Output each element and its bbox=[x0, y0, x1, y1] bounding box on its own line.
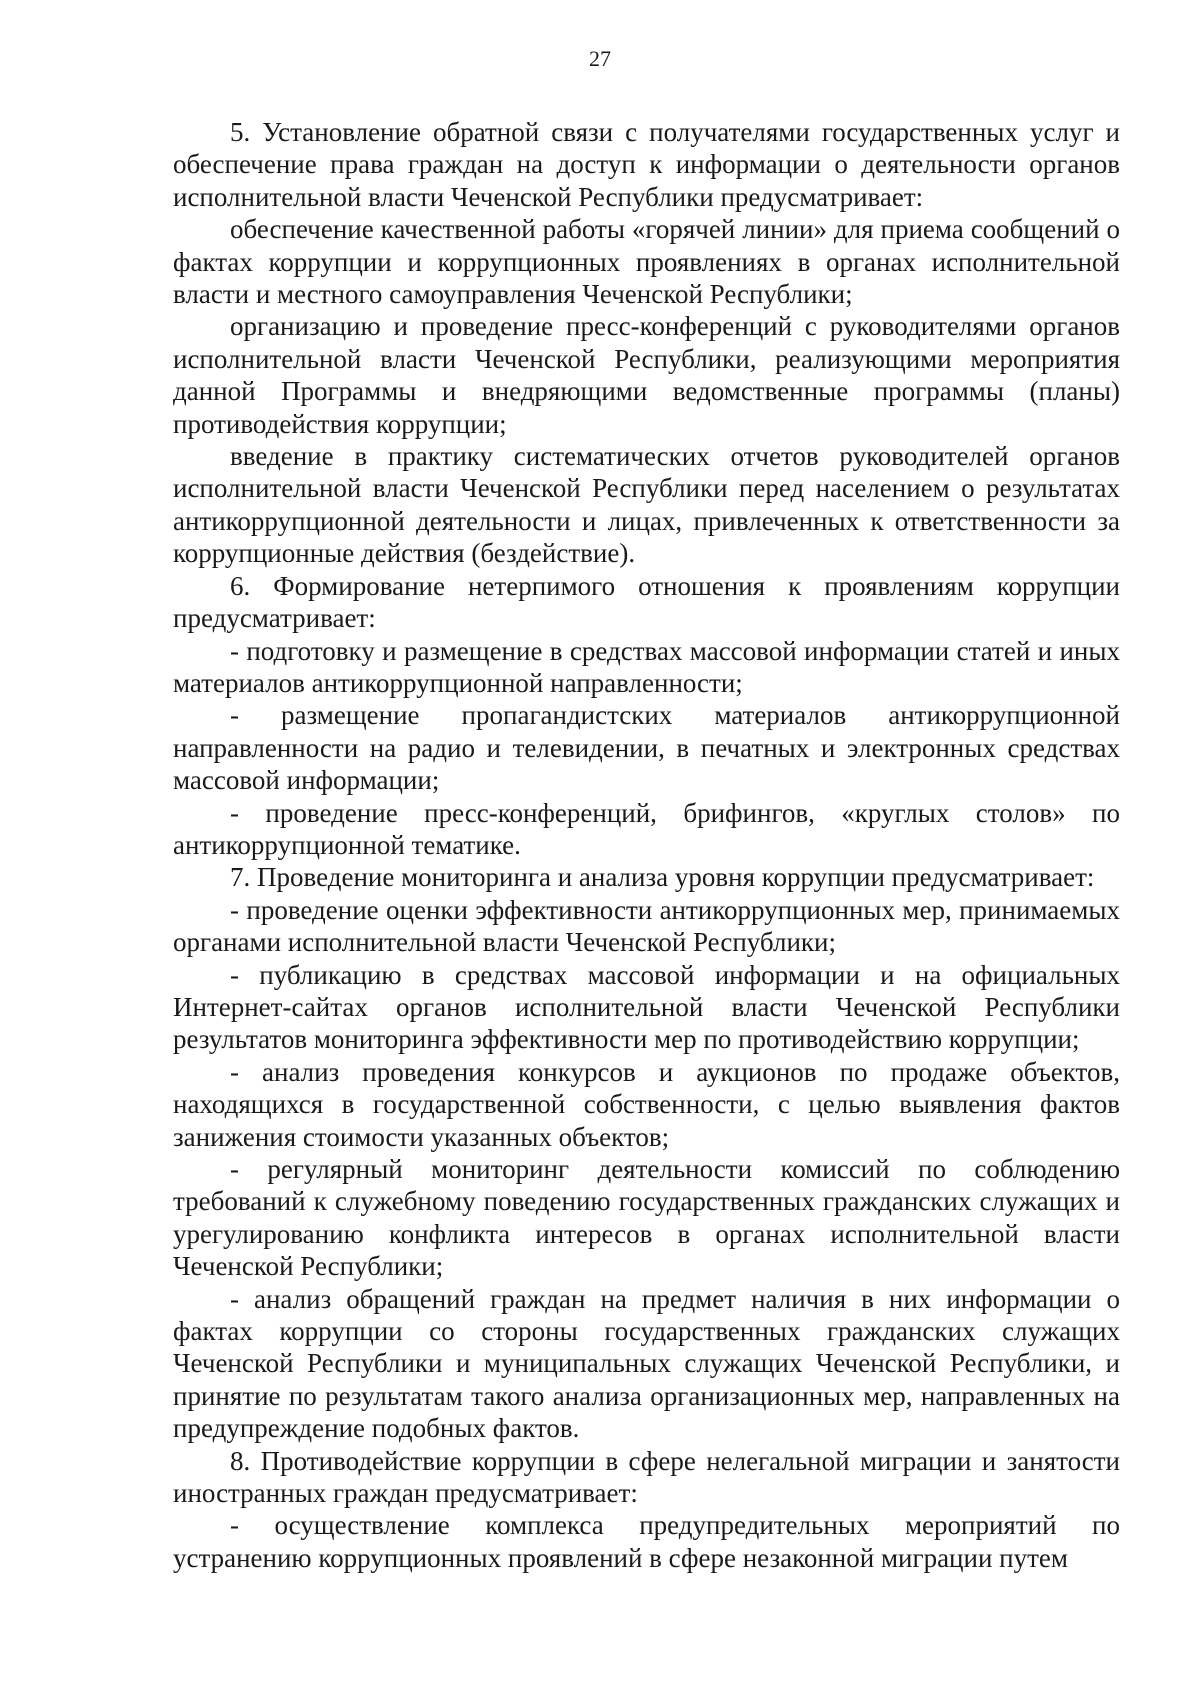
list-item-propaganda: - размещение пропагандистских материалов антикоррупционной направленности на радио и телевидении, в печатных и электронных средствах массовой информации; bbox=[173, 700, 1120, 796]
paragraph-6-intolerance: 6. Формирование нетерпимого отношения к проявлениям коррупции предусматривает: bbox=[173, 570, 1120, 634]
list-item-preventive-measures: - осуществление комплекса предупредительных мероприятий по устранению коррупционных проявлений в сфере незаконной миграции путем bbox=[173, 1510, 1120, 1573]
paragraph-reports: введение в практику систематических отчетов руководителей органов исполнительной власти Чеченской Республики перед населением о результатах антикоррупционной деятельности и лицах, привлеченных к ответственности за коррупционные действия (бездействие). bbox=[173, 441, 1120, 569]
paragraph-8-migration: 8. Противодействие коррупции в сфере нелегальной миграции и занятости иностранных граждан предусматривает: bbox=[173, 1445, 1120, 1509]
document-body bbox=[173, 116, 1120, 1574]
paragraph-7-monitoring: 7. Проведение мониторинга и анализа уровня коррупции предусматривает: bbox=[230, 862, 1095, 893]
list-item-round-tables: - проведение пресс-конференций, брифингов, «круглых столов» по антикоррупционной тематике. bbox=[173, 797, 1120, 860]
list-item-media-articles: - подготовку и размещение в средствах массовой информации статей и иных материалов антикоррупционной направленности; bbox=[173, 635, 1120, 698]
paragraph-5-feedback: 5. Установление обратной связи с получателями государственных услуг и обеспечение права граждан на доступ к информации о деятельности органов исполнительной власти Чеченской Республики предусматривает: bbox=[173, 117, 1120, 212]
paragraph-press-conferences: организацию и проведение пресс-конференций с руководителями органов исполнительной власти Чеченской Республики, реализующими мероприятия данной Программы и внедряющими ведомственные программы (планы) противодействия коррупции; bbox=[173, 311, 1120, 439]
page-number: 27 bbox=[589, 46, 611, 71]
list-item-effectiveness: - проведение оценки эффективности антикоррупционных мер, принимаемых органами исполнительной власти Чеченской Республики; bbox=[173, 894, 1120, 958]
list-item-auctions: - анализ проведения конкурсов и аукционов по продаже объектов, находящихся в государственной собственности, с целью выявления фактов занижения стоимости указанных объектов; bbox=[173, 1056, 1120, 1152]
list-item-citizen-appeals: - анализ обращений граждан на предмет наличия в них информации о фактах коррупции со стороны государственных гражданских служащих Чеченской Республики и муниципальных служащих Чеченской Республики, и принятие по результатам такого анализа организационных мер, направленных на предупреждение подобных фактов. bbox=[173, 1283, 1120, 1444]
paragraph-hotline: обеспечение качественной работы «горячей линии» для приема сообщений о фактах коррупции и коррупционных проявлениях в органах исполнительной власти и местного самоуправления Чеченской Республики; bbox=[173, 214, 1120, 310]
list-item-publication: - публикацию в средствах массовой информации и на официальных Интернет-сайтах органов исполнительной власти Чеченской Республики результатов мониторинга эффективности мер по противодействию коррупции; bbox=[173, 959, 1120, 1055]
list-item-commissions: - регулярный мониторинг деятельности комиссий по соблюдению требований к служебному поведению государственных гражданских служащих и урегулированию конфликта интересов в органах исполнительной власти Чеченской Республики; bbox=[173, 1154, 1120, 1282]
